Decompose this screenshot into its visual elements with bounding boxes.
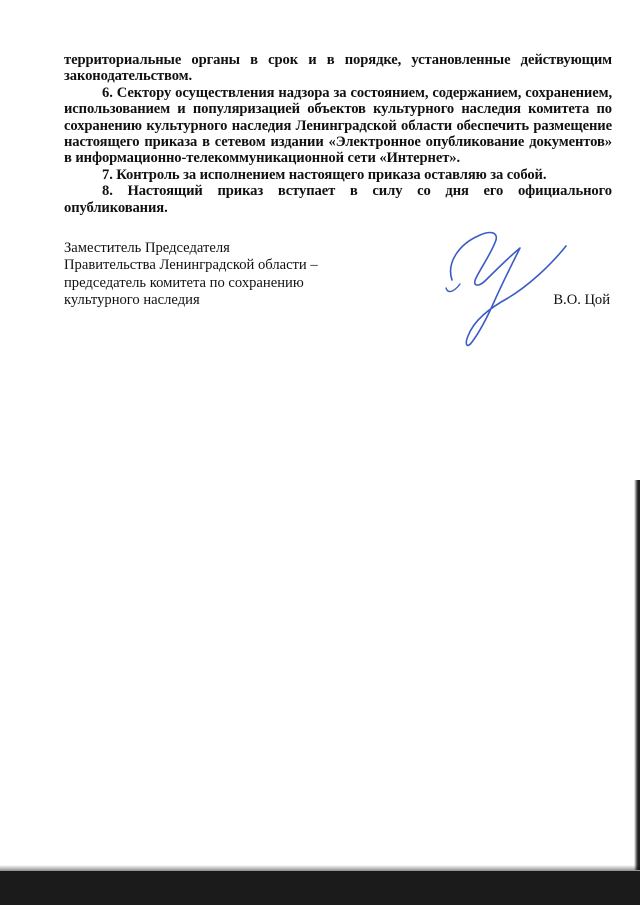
signatory-name: В.О. Цой <box>553 292 610 308</box>
signatory-position-line-3: председатель комитета по сохранению <box>64 274 304 291</box>
signatory-position-line-1: Заместитель Председателя <box>64 240 230 256</box>
scan-edge-right <box>634 480 640 870</box>
signatory-position-line-2: Правительства Ленинградской области – <box>64 257 318 274</box>
paragraph-item-8: 8. Настоящий приказ вступает в силу со дня его официального опубликования. <box>64 183 612 216</box>
signatory-position-line-4: культурного наследия <box>64 292 200 309</box>
paragraph-item-6: 6. Сектору осуществления надзора за состоянием, содержанием, сохранением, использованием и популяризацией объектов культурного наследия комитета по сохранению культурного наследия Ленинградской области обеспечить размещение настоящего приказа в сетевом издании «Электронное опубликование документов» в информационно-телекоммуникационной сети «Интернет». <box>64 84 612 167</box>
paragraph-item-7: 7. Контроль за исполнением настоящего приказа оставляю за собой. <box>102 166 547 183</box>
document-body <box>64 52 612 216</box>
signatory-position <box>64 240 374 310</box>
handwritten-signature <box>438 222 588 350</box>
scan-edge-bottom <box>0 871 640 905</box>
paragraph-continuation: территориальные органы в срок и в порядке, установленные действующим законодательством. <box>64 52 612 85</box>
